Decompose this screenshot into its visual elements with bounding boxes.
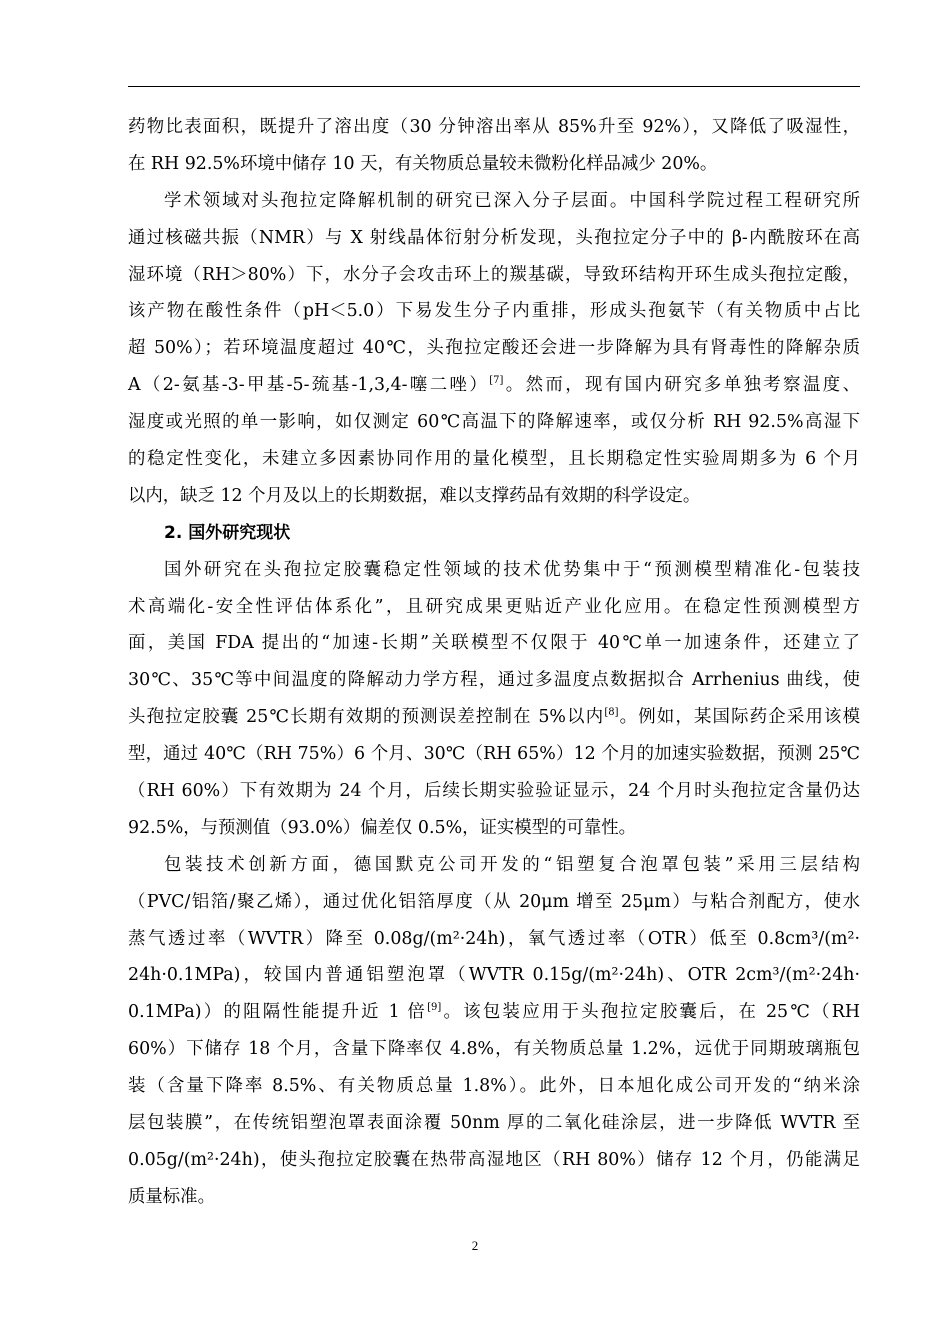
page-number: 2	[471, 1238, 479, 1253]
paragraph-line: （PVC/铝箔/聚乙烯），通过优化铝箔厚度（从 20μm 增至 25μm）与粘合剂配方，使水	[128, 891, 860, 912]
paragraph-line: 头孢拉定胶囊 25℃长期有效期的预测误差控制在 5%以内[8]。例如，某国际药企采用该模	[128, 707, 860, 728]
paragraph-line: 药物比表面积，既提升了溶出度（30 分钟溶出率从 85%升至 92%），又降低了吸湿性，	[128, 117, 860, 137]
paragraph-line: 装（含量下降率 8.5%、有关物质总量 1.8%）。此外，日本旭化成公司开发的“纳米涂	[128, 1076, 860, 1097]
citation: [9]	[427, 1002, 442, 1014]
paragraph-line: 湿度或光照的单一影响，如仅测定 60℃高温下的降解速率，或仅分析 RH 92.5%高湿下	[128, 412, 860, 433]
citation: [8]	[604, 707, 619, 719]
paragraph-line: 0.1MPa)）的阻隔性能提升近 1 倍[9]。该包装应用于头孢拉定胶囊后，在 25℃（RH	[128, 1002, 860, 1023]
section-heading: 2. 国外研究现状	[164, 522, 291, 543]
paragraph-line: 包装技术创新方面，德国默克公司开发的“铝塑复合泡罩包装”采用三层结构	[164, 854, 860, 875]
paragraph-line: 术高端化-安全性评估体系化”，且研究成果更贴近产业化应用。在稳定性预测模型方	[128, 596, 860, 617]
paragraph-line: （RH 60%）下有效期为 24 个月，后续长期实验验证显示，24 个月时头孢拉定含量仍达	[128, 781, 860, 802]
paragraph-line: 在 RH 92.5%环境中储存 10 天，有关物质总量较未微粉化样品减少 20%。	[128, 153, 718, 174]
paragraph-line: 该产物在酸性条件（pH＜5.0）下易发生分子内重排，形成头孢氨苄（有关物质中占比	[128, 301, 860, 322]
paragraph-line: A（2-氨基-3-甲基-5-巯基-1,3,4-噻二唑）[7]。然而，现有国内研究多单独考察温度、	[128, 375, 860, 396]
body-text	[128, 109, 860, 1216]
paragraph-line: 以内，缺乏 12 个月及以上的长期数据，难以支撑药品有效期的科学设定。	[128, 485, 701, 506]
paragraph-line: 学术领域对头孢拉定降解机制的研究已深入分子层面。中国科学院过程工程研究所	[164, 190, 860, 211]
paragraph-line: 国外研究在头孢拉定胶囊稳定性领域的技术优势集中于“预测模型精准化-包装技	[164, 559, 860, 580]
paragraph-line: 通过核磁共振（NMR）与 X 射线晶体衍射分析发现，头孢拉定分子中的 β-内酰胺环在高	[128, 227, 860, 248]
paragraph-line: 层包装膜”，在传统铝塑泡罩表面涂覆 50nm 厚的二氧化硅涂层，进一步降低 WVTR 至	[128, 1113, 860, 1134]
header-rule	[128, 86, 860, 87]
citation: [7]	[489, 375, 504, 387]
paragraph-line: 24h·0.1MPa)，较国内普通铝塑泡罩（WVTR 0.15g/(m²·24h)、OTR 2cm³/(m²·24h·	[128, 965, 860, 986]
paragraph-line: 质量标准。	[128, 1186, 215, 1207]
paragraph-line: 0.05g/(m²·24h)，使头孢拉定胶囊在热带高湿地区（RH 80%）储存 12 个月，仍能满足	[128, 1149, 860, 1170]
paragraph-line: 60%）下储存 18 个月，含量下降率仅 4.8%，有关物质总量 1.2%，远优于同期玻璃瓶包	[128, 1039, 860, 1060]
paragraph-line: 湿环境（RH＞80%）下，水分子会攻击环上的羰基碳，导致环结构开环生成头孢拉定酸，	[128, 264, 860, 285]
paragraph-line: 超 50%）；若环境温度超过 40℃，头孢拉定酸还会进一步降解为具有肾毒性的降解杂质	[128, 338, 860, 359]
paragraph-line: 蒸气透过率（WVTR）降至 0.08g/(m²·24h)，氧气透过率（OTR）低至 0.8cm³/(m²·	[128, 928, 860, 949]
paragraph-line: 的稳定性变化，未建立多因素协同作用的量化模型，且长期稳定性实验周期多为 6 个月	[128, 449, 860, 470]
paragraph-line: 30℃、35℃等中间温度的降解动力学方程，通过多温度点数据拟合 Arrhenius 曲线，使	[128, 670, 860, 691]
paragraph-line: 92.5%，与预测值（93.0%）偏差仅 0.5%，证实模型的可靠性。	[128, 817, 637, 838]
paragraph-line: 面，美国 FDA 提出的“加速-长期”关联模型不仅限于 40℃单一加速条件，还建立了	[128, 633, 860, 654]
paragraph-line: 型，通过 40℃（RH 75%）6 个月、30℃（RH 65%）12 个月的加速实验数据，预测 25℃	[128, 744, 860, 765]
